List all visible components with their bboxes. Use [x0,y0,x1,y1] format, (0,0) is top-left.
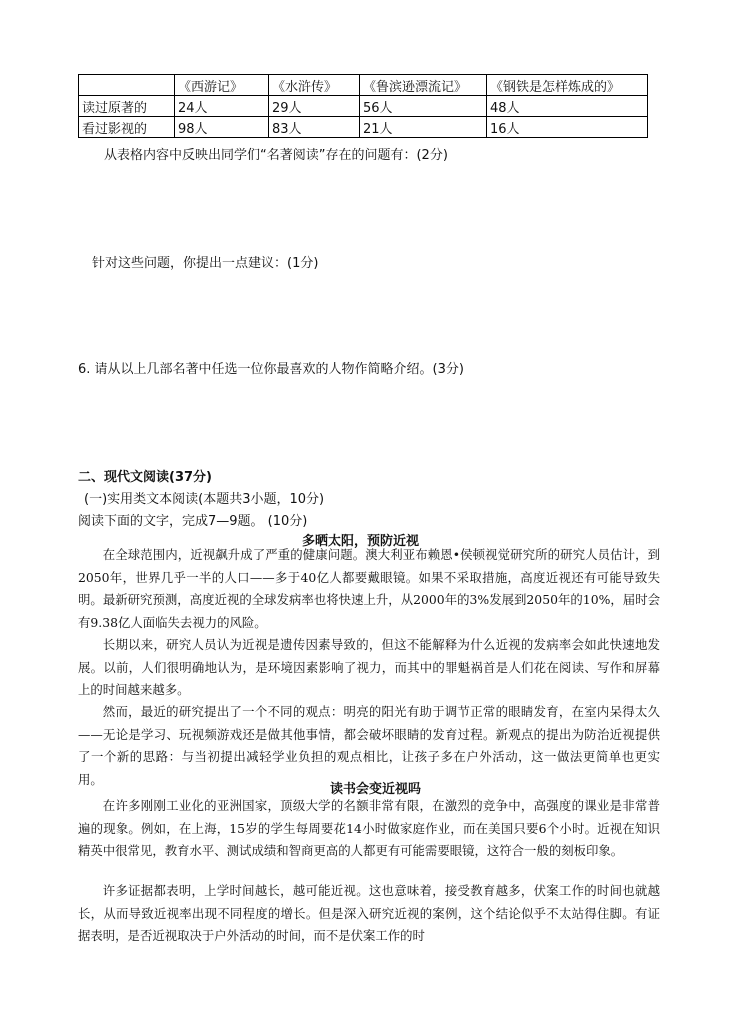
article-paragraph: 长期以来，研究人员认为近视是遗传因素导致的，但这不能解释为什么近视的发病率会如此快速地发展。以前，人们很明确地认为，是环境因素影响了视力，而其中的罪魁祸首是人们花在阅读、写作和屏幕上的时间越来越多。 [78,637,660,698]
article-paragraph: 然而，最近的研究提出了一个不同的观点：明亮的阳光有助于调节正常的眼睛发育，在室内呆得太久——无论是学习、玩视频游戏还是做其他事情，都会破坏眼睛的发育过程。新观点的提出为防治近视提供了一个新的思路：与当初提出减轻学业负担的观点相比，让孩子多在户外活动，这一做法更简单也更实用。 [78,704,660,787]
article-paragraph: 在全球范围内，近视飙升成了严重的健康问题。澳大利亚布赖恩•侯顿视觉研究所的研究人员估计，到2050年，世界几乎一半的人口——多于40亿人都要戴眼镜。如果不采取措施，高度近视还有可能导致失明。最新研究预测，高度近视的全球发病率也将快速上升，从2000年的3%发展到2050年的10%，届时会有9.38亿人面临失去视力的风险。 [78,547,660,630]
table-cell: 48人 [487,96,648,117]
table-corner-cell [79,75,175,96]
question-5-problems: 从表格内容中反映出同学们“名著阅读”存在的问题有：(2分) [104,148,448,163]
subsection-heading: (一)实用类文本阅读(本题共3小题，10分) [84,492,325,507]
table-cell: 29人 [269,96,360,117]
table-cell: 83人 [269,117,360,138]
table-header-row [79,75,648,96]
table-cell: 21人 [360,117,487,138]
survey-table [78,74,648,138]
table-header-cell: 《水浒传》 [269,75,360,96]
table-cell: 98人 [175,117,269,138]
question-6: 6. 请从以上几部名著中任选一位你最喜欢的人物作简略介绍。(3分) [78,362,464,377]
table-row [79,117,648,138]
table-row-label: 看过影视的 [79,117,175,138]
table-cell: 56人 [360,96,487,117]
table-row [79,96,648,117]
reading-instruction: 阅读下面的文字，完成7—9题。 (10分) [78,514,308,529]
article-title: 多晒太阳，预防近视 [302,534,420,549]
table-row-label: 读过原著的 [79,96,175,117]
section-heading: 二、现代文阅读(37分) [78,470,212,485]
table-header-cell: 《西游记》 [175,75,269,96]
article-paragraph: 许多证据都表明，上学时间越长，越可能近视。这也意味着，接受教育越多，伏案工作的时间也就越长，从而导致近视率出现不同程度的增长。但是深入研究近视的案例，这个结论似乎不太站得住脚。有证据表明，是否近视取决于户外活动的时间，而不是伏案工作的时 [78,883,660,944]
article-title: 读书会变近视吗 [330,782,422,797]
table-cell: 16人 [487,117,648,138]
table-header-cell: 《钢铁是怎样炼成的》 [487,75,648,96]
question-5-suggestion: 针对这些问题，你提出一点建议：(1分) [92,256,319,271]
table-cell: 24人 [175,96,269,117]
article-paragraph: 在许多刚刚工业化的亚洲国家，顶级大学的名额非常有限，在激烈的竞争中，高强度的课业是非常普遍的现象。例如，在上海，15岁的学生每周要花14小时做家庭作业，而在美国只要6个小时。近视在知识精英中很常见，教育水平、测试成绩和智商更高的人都更有可能需要眼镜，这符合一般的刻板印象。 [78,798,660,859]
table-header-cell: 《鲁滨逊漂流记》 [360,75,487,96]
